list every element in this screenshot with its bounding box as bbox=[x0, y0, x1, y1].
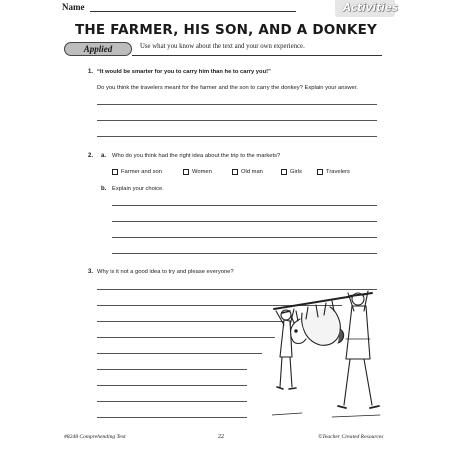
q1-quote: “It would be smarter for you to carry him than he to carry you!” bbox=[97, 69, 271, 75]
option-women[interactable]: Women bbox=[183, 169, 212, 175]
answer-line[interactable] bbox=[97, 353, 262, 354]
activities-tab bbox=[335, 0, 399, 17]
applied-badge-label: Applied bbox=[83, 44, 113, 54]
answer-line[interactable] bbox=[97, 417, 247, 418]
answer-line[interactable] bbox=[97, 385, 247, 386]
checkbox[interactable] bbox=[183, 169, 189, 175]
answer-line[interactable] bbox=[97, 337, 275, 338]
answer-line[interactable] bbox=[97, 401, 247, 402]
answer-line[interactable] bbox=[97, 136, 377, 137]
answer-line[interactable] bbox=[112, 253, 377, 254]
q3-number: 3. bbox=[88, 269, 94, 275]
worksheet-title: THE FARMER, HIS SON, AND A DONKEY bbox=[75, 22, 377, 38]
q3-text: Why is it not a good idea to try and please everyone? bbox=[97, 269, 234, 275]
answer-line[interactable] bbox=[112, 205, 377, 206]
q2b-label: b. bbox=[101, 186, 107, 192]
name-label: Name bbox=[62, 2, 85, 12]
answer-line[interactable] bbox=[97, 321, 287, 322]
answer-line[interactable] bbox=[97, 369, 247, 370]
checkbox[interactable] bbox=[232, 169, 238, 175]
option-old-man[interactable]: Old man bbox=[232, 169, 263, 175]
answer-line[interactable] bbox=[97, 120, 377, 121]
name-field-line[interactable] bbox=[90, 11, 296, 12]
q2a-text: Who do you think had the right idea about the trip to the markets? bbox=[112, 153, 281, 159]
activities-label: Activities bbox=[343, 2, 399, 14]
q2b-text: Explain your choice. bbox=[112, 186, 164, 192]
option-travelers[interactable]: Travelers bbox=[317, 169, 350, 175]
checkbox[interactable] bbox=[112, 169, 118, 175]
farmer-son-donkey-illustration bbox=[272, 279, 382, 429]
section-instructions: Use what you know about the text and your own experience. bbox=[140, 43, 305, 50]
applied-badge bbox=[64, 42, 132, 56]
answer-line[interactable] bbox=[112, 237, 377, 238]
checkbox[interactable] bbox=[281, 169, 287, 175]
footer-left: #8248 Comprehending Text bbox=[64, 434, 126, 440]
option-farmer-and-son[interactable]: Farmer and son bbox=[112, 169, 162, 175]
q1-prompt: Do you think the travelers meant for the farmer and the son to carry the donkey? Explain your answer. bbox=[97, 85, 358, 91]
q1-number: 1. bbox=[88, 69, 94, 75]
footer-right: ©Teacher Created Resources bbox=[318, 434, 384, 440]
checkbox[interactable] bbox=[317, 169, 323, 175]
option-girls[interactable]: Girls bbox=[281, 169, 302, 175]
page-number: 22 bbox=[218, 434, 224, 440]
answer-line[interactable] bbox=[112, 221, 377, 222]
answer-line[interactable] bbox=[97, 104, 377, 105]
section-underline bbox=[132, 55, 382, 56]
q2a-label: a. bbox=[101, 153, 107, 159]
q2-number: 2. bbox=[88, 153, 94, 159]
